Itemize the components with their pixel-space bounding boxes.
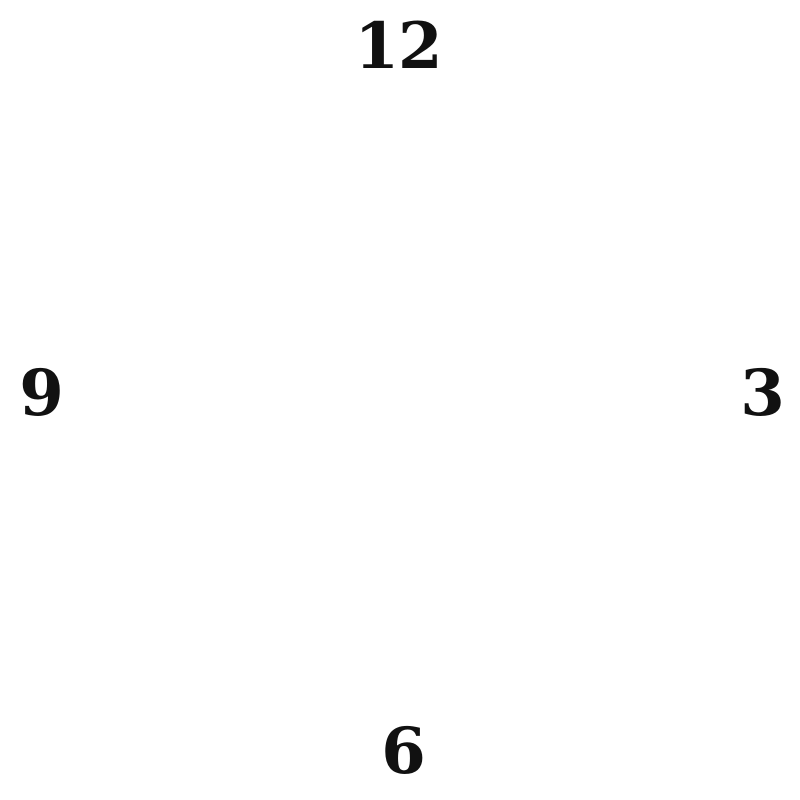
numeral-9: 9 xyxy=(19,356,63,431)
numeral-3: 3 xyxy=(740,356,784,431)
numeral-6: 6 xyxy=(381,714,425,789)
numeral-12: 12 xyxy=(354,9,442,84)
